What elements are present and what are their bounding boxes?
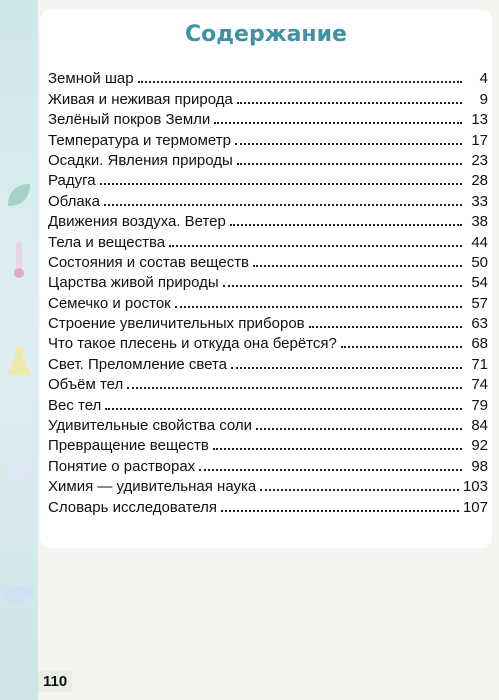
toc-entry-label: Осадки. Явления природы — [48, 151, 233, 169]
toc-entry-label: Семечко и росток — [48, 294, 171, 312]
toc-entry-label: Превращение веществ — [48, 437, 209, 455]
toc-entry — [48, 290, 488, 310]
dot-leader — [235, 143, 462, 145]
toc-entry — [48, 168, 488, 188]
toc-entry-label: Живая и неживая природа — [48, 90, 233, 108]
toc-entry-page: 57 — [471, 294, 488, 312]
toc-entry-label: Свет. Преломление света — [48, 355, 228, 373]
toc-entry-page: 9 — [479, 90, 488, 108]
toc-entry — [48, 372, 488, 392]
dot-leader — [260, 489, 459, 491]
toc-entry-page: 71 — [471, 355, 488, 373]
toc-entry-page: 68 — [471, 335, 488, 353]
dot-leader — [213, 448, 462, 450]
dotted-planet-icon — [2, 455, 36, 489]
thermometer-icon — [8, 240, 30, 280]
toc-entry-label: Тела и вещества — [48, 233, 166, 251]
toc-title: Содержание — [185, 22, 347, 47]
toc-entry-label: Движения воздуха. Ветер — [48, 213, 226, 231]
cloud-icon — [2, 580, 36, 604]
toc-entry — [48, 188, 488, 208]
toc-entry — [48, 270, 488, 290]
toc-entry-label: Химия — удивительная наука — [48, 478, 257, 496]
toc-entry-label: Понятие о растворах — [48, 457, 196, 475]
dot-leader — [223, 285, 462, 287]
dot-leader — [237, 102, 462, 104]
toc-list — [48, 66, 488, 515]
toc-entry-page: 79 — [471, 396, 488, 414]
toc-entry-page: 33 — [471, 192, 488, 210]
toc-entry — [48, 311, 488, 331]
toc-entry — [48, 413, 488, 433]
toc-entry-label: Строение увеличительных приборов — [48, 315, 305, 333]
toc-entry — [48, 331, 488, 351]
dot-leader — [230, 224, 462, 226]
toc-entry-label: Земной шар — [48, 70, 134, 88]
toc-entry — [48, 453, 488, 473]
toc-entry-label: Радуга — [48, 172, 96, 190]
toc-entry-label: Словарь исследователя — [48, 498, 218, 516]
toc-entry-page: 63 — [471, 315, 488, 333]
flask-icon — [4, 345, 34, 379]
dot-leader — [256, 428, 462, 430]
toc-entry — [48, 107, 488, 127]
toc-entry — [48, 86, 488, 106]
toc-entry-page: 13 — [471, 111, 488, 129]
dot-leader — [175, 306, 462, 308]
dot-leader — [341, 346, 462, 348]
toc-entry-label: Царства живой природы — [48, 274, 219, 292]
toc-entry — [48, 250, 488, 270]
dot-leader — [104, 204, 462, 206]
toc-entry-page: 50 — [471, 253, 488, 271]
toc-entry — [48, 433, 488, 453]
toc-entry-page: 103 — [462, 478, 488, 496]
toc-entry-page: 74 — [471, 376, 488, 394]
toc-entry-page: 23 — [471, 151, 488, 169]
toc-entry — [48, 127, 488, 147]
toc-entry — [48, 351, 488, 371]
toc-entry-label: Удивительные свойства соли — [48, 417, 253, 435]
toc-entry-page: 54 — [471, 274, 488, 292]
toc-entry-page: 44 — [471, 233, 488, 251]
toc-entry — [48, 392, 488, 412]
dot-leader — [253, 265, 462, 267]
table-of-contents-panel — [40, 10, 492, 548]
toc-entry-page: 28 — [471, 172, 488, 190]
toc-entry-page: 17 — [471, 131, 488, 149]
toc-entry-page: 98 — [471, 457, 488, 475]
toc-entry-page: 92 — [471, 437, 488, 455]
toc-entry-label: Температура и термометр — [48, 131, 231, 149]
dot-leader — [221, 510, 459, 512]
dot-leader — [309, 326, 462, 328]
toc-entry — [48, 148, 488, 168]
leaf-icon — [4, 180, 34, 210]
toc-entry-label: Объём тел — [48, 376, 124, 394]
toc-entry — [48, 209, 488, 229]
page-number: 110 — [38, 671, 72, 692]
dot-leader — [105, 408, 462, 410]
toc-entry-page: 4 — [479, 70, 488, 88]
toc-entry-label: Зелёный покров Земли — [48, 111, 211, 129]
toc-entry-page: 107 — [462, 498, 488, 516]
toc-entry-label: Вес тел — [48, 396, 102, 414]
dot-leader — [127, 387, 462, 389]
toc-entry — [48, 229, 488, 249]
dot-leader — [214, 122, 462, 124]
toc-entry — [48, 494, 488, 514]
dot-leader — [237, 163, 462, 165]
toc-entry-label: Состояния и состав веществ — [48, 253, 250, 271]
dot-leader — [100, 183, 462, 185]
dot-leader — [231, 367, 462, 369]
toc-entry-label: Что такое плесень и откуда она берётся? — [48, 335, 337, 353]
decorative-side-strip — [0, 0, 38, 700]
dot-leader — [169, 245, 462, 247]
toc-entry — [48, 474, 488, 494]
toc-entry — [48, 66, 488, 86]
toc-entry-label: Облака — [48, 192, 100, 210]
dot-leader — [138, 81, 462, 83]
toc-entry-page: 84 — [471, 417, 488, 435]
dot-leader — [199, 469, 462, 471]
toc-entry-page: 38 — [471, 213, 488, 231]
